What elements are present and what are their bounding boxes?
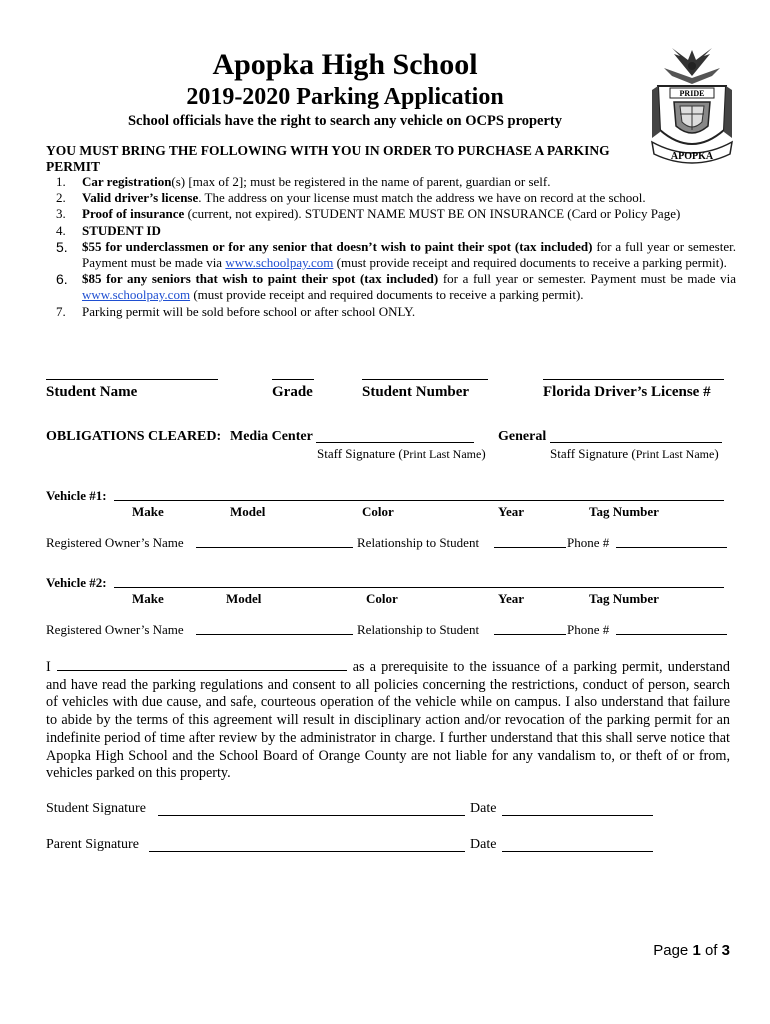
general-field[interactable] <box>550 442 722 443</box>
student-signature-field[interactable] <box>158 815 465 816</box>
student-date-label: Date <box>470 801 497 816</box>
general-staff-signature-hint: Staff Signature (Print Last Name) <box>550 446 719 461</box>
crest-bottom-text: APOPKA <box>670 151 714 162</box>
school-name: Apopka High School <box>212 48 478 81</box>
school-crest-logo <box>644 46 740 172</box>
requirement-item: 4. STUDENT ID <box>56 222 161 238</box>
owner-name-field[interactable] <box>196 634 353 635</box>
parent-date-field[interactable] <box>502 851 653 852</box>
student-name-field[interactable] <box>46 379 218 380</box>
media-center-field[interactable] <box>316 442 474 443</box>
crest-top-text: PRIDE <box>679 89 705 98</box>
page-indicator: Page 1 of 3 <box>653 942 730 959</box>
vehicle-1-field[interactable] <box>114 500 724 501</box>
requirement-item: 2. Valid driver’s license. The address on your license must match the address we have on record at the school. <box>56 190 646 206</box>
year-column-label: Year <box>498 504 524 519</box>
general-label: General <box>498 429 547 444</box>
student-date-field[interactable] <box>502 815 653 816</box>
phone-field[interactable] <box>616 634 727 635</box>
requirement-item: 3. Proof of insurance (current, not expired). STUDENT NAME MUST BE ON INSURANCE (Card or Policy Page) <box>56 206 681 222</box>
requirements-heading: YOU MUST BRING THE FOLLOWING WITH YOU IN ORDER TO PURCHASE A PARKING PERMIT <box>46 143 610 174</box>
student-number-field[interactable] <box>362 379 488 380</box>
parent-signature-label: Parent Signature <box>46 837 139 852</box>
year-column-label: Year <box>498 591 524 606</box>
relationship-field[interactable] <box>494 634 566 635</box>
model-column-label: Model <box>230 504 266 519</box>
vehicle-2-label: Vehicle #2: <box>46 575 107 590</box>
requirements-list <box>46 174 736 320</box>
requirement-item: 5. $55 for underclassmen or for any senior that doesn’t wish to paint their spot (tax included) for a full year or semester. Payment must be made via www.schoolpay.com (must provide receipt and required documents to receive a parking permit). <box>56 238 736 271</box>
grade-field[interactable] <box>272 379 314 380</box>
owner-name-field[interactable] <box>196 547 353 548</box>
phone-label: Phone # <box>567 535 610 550</box>
relationship-field[interactable] <box>494 547 566 548</box>
media-staff-signature-hint: Staff Signature (Print Last Name) <box>317 446 486 461</box>
vehicle-1-label: Vehicle #1: <box>46 488 107 503</box>
grade-label: Grade <box>272 384 313 400</box>
agreement-paragraph: I as a prerequisite to the issuance of a parking permit, understand and have read the parking regulations and consent to all policies concerning the restrictions, conduct of person, search of vehicles with due cause, and safe, courteous operation of the vehicle while on campus. I also understand that failure to abide by the terms of this agreement will result in disciplinary action and/or revocation of the parking permit for an indefinite period of time after review by the administrator in charge. I further understand that this shall serve notice that Apopka High School and the School Board of Orange County are not liable for any vandalism to, or theft of or from, vehicles parked on this property. <box>46 659 730 782</box>
relationship-label: Relationship to Student <box>357 535 480 550</box>
requirement-item: 6. $85 for any seniors that wish to paint their spot (tax included) for a full year or semester. Payment must be made via www.schoolpay.com (must provide receipt and required documents to receive a parking permit). <box>56 271 736 303</box>
tag-column-label: Tag Number <box>589 504 659 519</box>
color-column-label: Color <box>366 591 398 606</box>
parent-signature-field[interactable] <box>149 851 465 852</box>
agreement-name-field[interactable] <box>57 658 347 671</box>
model-column-label: Model <box>226 591 262 606</box>
license-number-field[interactable] <box>543 379 724 380</box>
make-column-label: Make <box>132 504 164 519</box>
student-number-label: Student Number <box>362 384 470 400</box>
license-label: Florida Driver’s License # <box>543 384 711 400</box>
form-title: 2019-2020 Parking Application <box>186 84 504 110</box>
media-center-label: Media Center <box>230 429 313 444</box>
requirement-item: 1. Car registration(s) [max of 2]; must be registered in the name of parent, guardian or self. <box>56 174 551 189</box>
obligations-label: OBLIGATIONS CLEARED: <box>46 429 222 444</box>
requirement-item: 7. Parking permit will be sold before school or after school ONLY. <box>56 303 416 319</box>
make-column-label: Make <box>132 591 164 606</box>
schoolpay-link[interactable]: www.schoolpay.com <box>225 255 334 271</box>
phone-label: Phone # <box>567 622 610 637</box>
color-column-label: Color <box>362 504 394 519</box>
student-name-label: Student Name <box>46 384 138 400</box>
phone-field[interactable] <box>616 547 727 548</box>
tag-column-label: Tag Number <box>589 591 659 606</box>
schoolpay-link[interactable]: www.schoolpay.com <box>82 287 191 303</box>
owner-name-label: Registered Owner’s Name <box>46 535 184 550</box>
owner-name-label: Registered Owner’s Name <box>46 622 184 637</box>
parent-date-label: Date <box>470 837 497 852</box>
vehicle-2-field[interactable] <box>114 587 724 588</box>
relationship-label: Relationship to Student <box>357 622 480 637</box>
search-notice: School officials have the right to search any vehicle on OCPS property <box>127 113 563 129</box>
student-signature-label: Student Signature <box>46 801 146 816</box>
